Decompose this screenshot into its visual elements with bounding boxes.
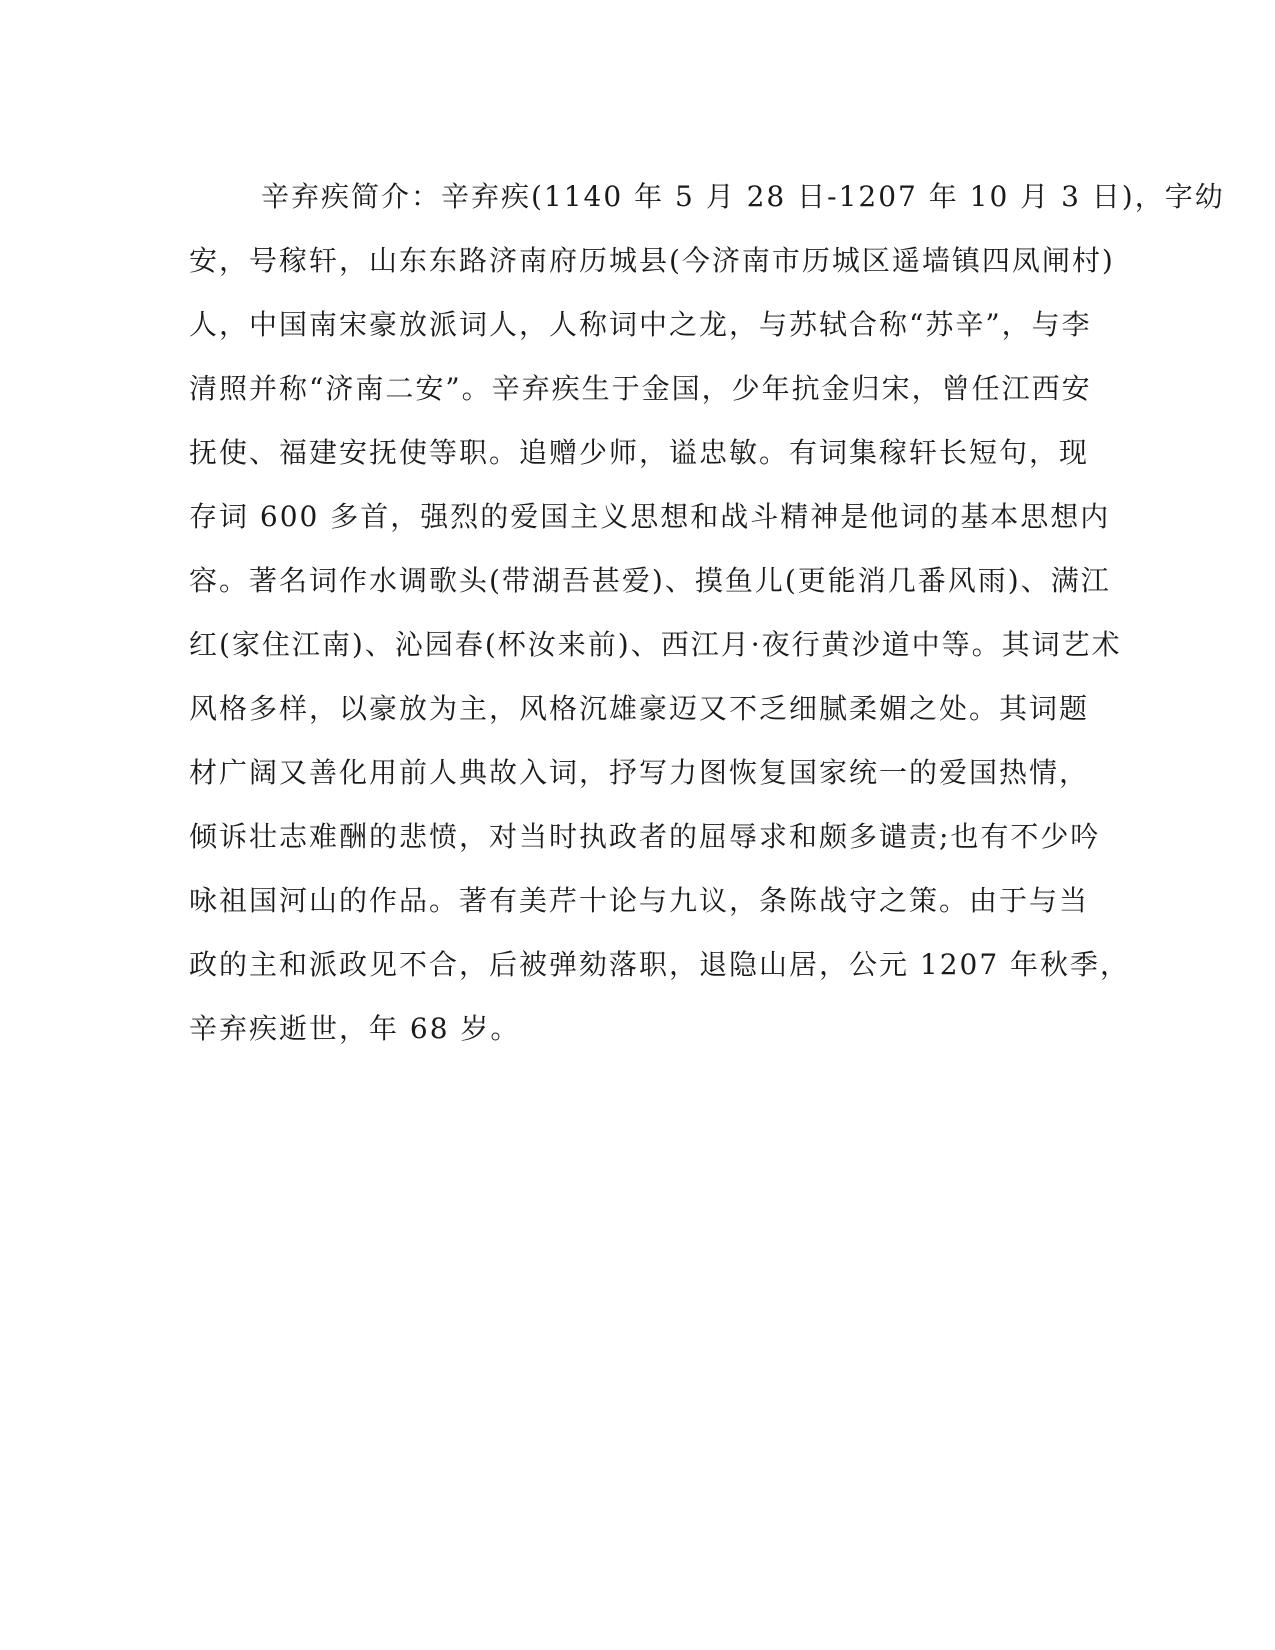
biography-paragraph xyxy=(189,165,1225,1061)
paragraph-line-12: 咏祖国河山的作品。著有美芹十论与九议，条陈战守之策。由于与当 xyxy=(189,884,1090,917)
paragraph-line-9: 风格多样，以豪放为主，风格沉雄豪迈又不乏细腻柔媚之处。其词题 xyxy=(189,692,1090,725)
paragraph-line-14: 辛弃疾逝世，年 68 岁。 xyxy=(189,1012,521,1045)
paragraph-line-5: 抚使、福建安抚使等职。追赠少师，谥忠敏。有词集稼轩长短句，现 xyxy=(189,436,1090,469)
paragraph-line-2: 安，号稼轩，山东东路济南府历城县(今济南市历城区遥墙镇四凤闸村) xyxy=(189,244,1115,277)
paragraph-line-1: 辛弃疾简介：辛弃疾(1140 年 5 月 28 日-1207 年 10 月 3 日)，字幼 xyxy=(261,180,1225,213)
paragraph-line-7: 容。著名词作水调歌头(带湖吾甚爱)、摸鱼儿(更能消几番风雨)、满江 xyxy=(189,564,1111,597)
paragraph-line-4: 清照并称“济南二安”。辛弃疾生于金国，少年抗金归宋，曾任江西安 xyxy=(189,372,1092,405)
paragraph-line-11: 倾诉壮志难酬的悲愤，对当时执政者的屈辱求和颇多谴责;也有不少吟 xyxy=(189,820,1101,853)
paragraph-line-13: 政的主和派政见不合，后被弹劾落职，退隐山居，公元 1207 年秋季， xyxy=(189,948,1131,981)
paragraph-line-6: 存词 600 多首，强烈的爱国主义思想和战斗精神是他词的基本思想内 xyxy=(189,500,1111,533)
paragraph-line-3: 人，中国南宋豪放派词人，人称词中之龙，与苏轼合称“苏辛”，与李 xyxy=(189,308,1092,341)
paragraph-line-8: 红(家住江南)、沁园春(杯汝来前)、西江月·夜行黄沙道中等。其词艺术 xyxy=(189,628,1122,661)
paragraph-line-10: 材广阔又善化用前人典故入词，抒写力图恢复国家统一的爱国热情， xyxy=(189,756,1090,789)
